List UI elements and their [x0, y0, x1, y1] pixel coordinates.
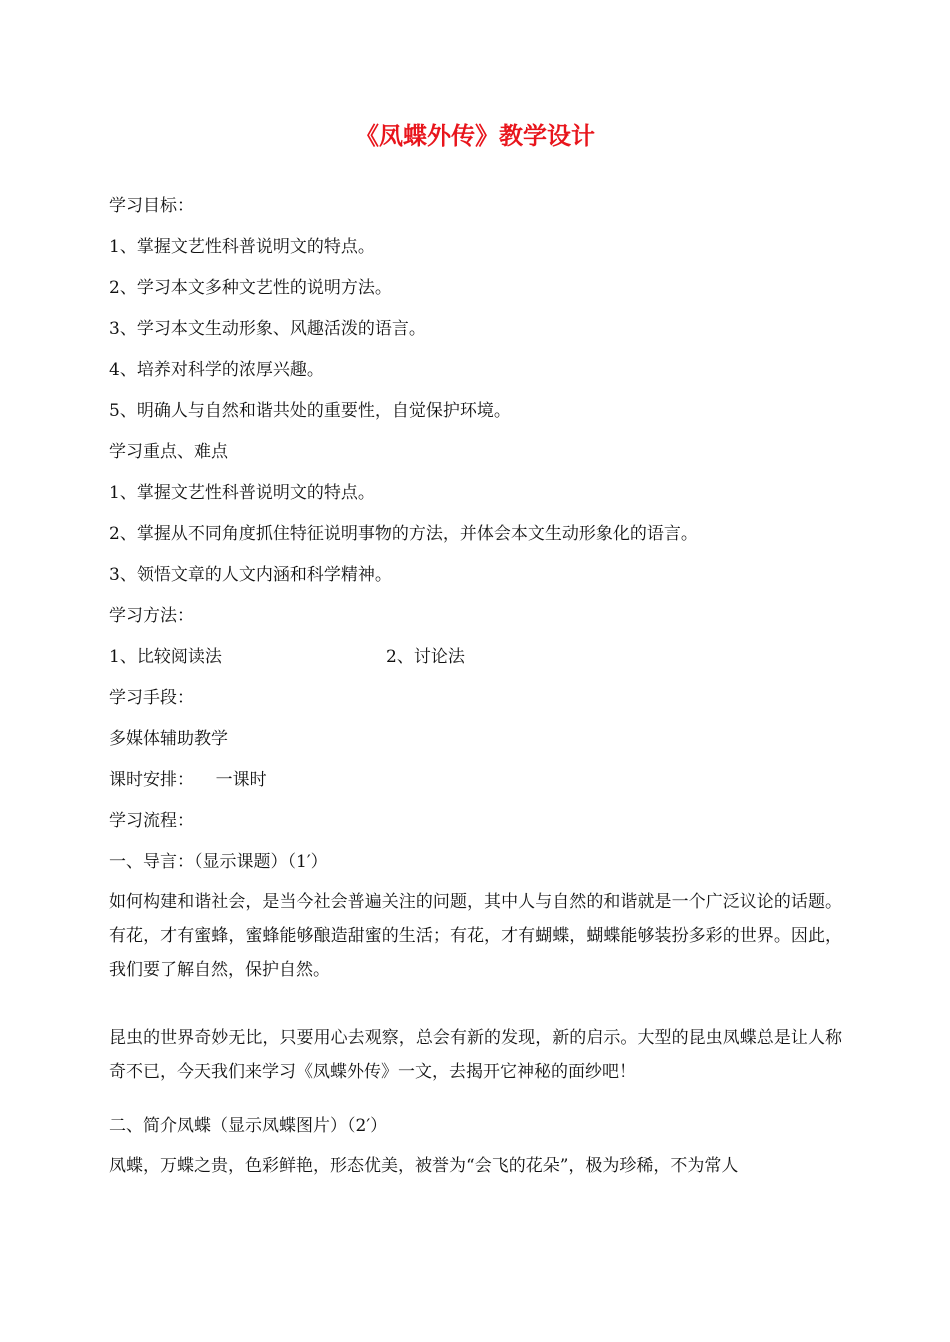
- process-heading: 学习流程：: [109, 811, 194, 831]
- step1-paragraph: 如何构建和谐社会，是当今社会普遍关注的问题，其中人与自然的和谐就是一个广泛议论的话题。有花，才有蜜蜂，蜜蜂能够酿造甜蜜的生活；有花，才有蝴蝶，蝴蝶能够装扮多彩的世界。因此，我们要了解自然，保护自然。: [109, 892, 842, 980]
- goal-item: 3、学习本文生动形象、风趣活泼的语言。: [109, 319, 426, 339]
- goals-heading: 学习目标：: [109, 196, 194, 216]
- key-point-item: 3、领悟文章的人文内涵和科学精神。: [109, 565, 392, 585]
- goal-item: 1、掌握文艺性科普说明文的特点。: [109, 237, 375, 257]
- schedule-text: 课时安排： 一课时: [109, 770, 267, 790]
- means-heading: 学习手段：: [109, 688, 194, 708]
- goal-item: 4、培养对科学的浓厚兴趣。: [109, 360, 324, 380]
- goal-item: 2、学习本文多种文艺性的说明方法。: [109, 278, 392, 298]
- document-title: 《凤蝶外传》教学设计: [355, 122, 595, 150]
- key-points-heading: 学习重点、难点: [109, 442, 228, 462]
- step1-paragraph: 昆虫的世界奇妙无比，只要用心去观察，总会有新的发现，新的启示。大型的昆虫凤蝶总是让人称奇不已，今天我们来学习《凤蝶外传》一文，去揭开它神秘的面纱吧！: [109, 1028, 842, 1082]
- step2-heading: 二、简介凤蝶（显示凤蝶图片）（2′）: [109, 1116, 388, 1136]
- methods-heading: 学习方法：: [109, 606, 194, 626]
- goal-item: 5、明确人与自然和谐共处的重要性，自觉保护环境。: [109, 401, 511, 421]
- method-item: 1、比较阅读法: [109, 647, 222, 667]
- means-text: 多媒体辅助教学: [109, 729, 228, 749]
- step1-heading: 一、导言：（显示课题）（1′）: [109, 852, 328, 872]
- step2-paragraph: 凤蝶，万蝶之贵，色彩鲜艳，形态优美，被誉为“会飞的花朵”，极为珍稀，不为常人: [109, 1156, 739, 1176]
- key-point-item: 2、掌握从不同角度抓住特征说明事物的方法，并体会本文生动形象化的语言。: [109, 524, 698, 544]
- method-item: 2、讨论法: [386, 647, 465, 667]
- key-point-item: 1、掌握文艺性科普说明文的特点。: [109, 483, 375, 503]
